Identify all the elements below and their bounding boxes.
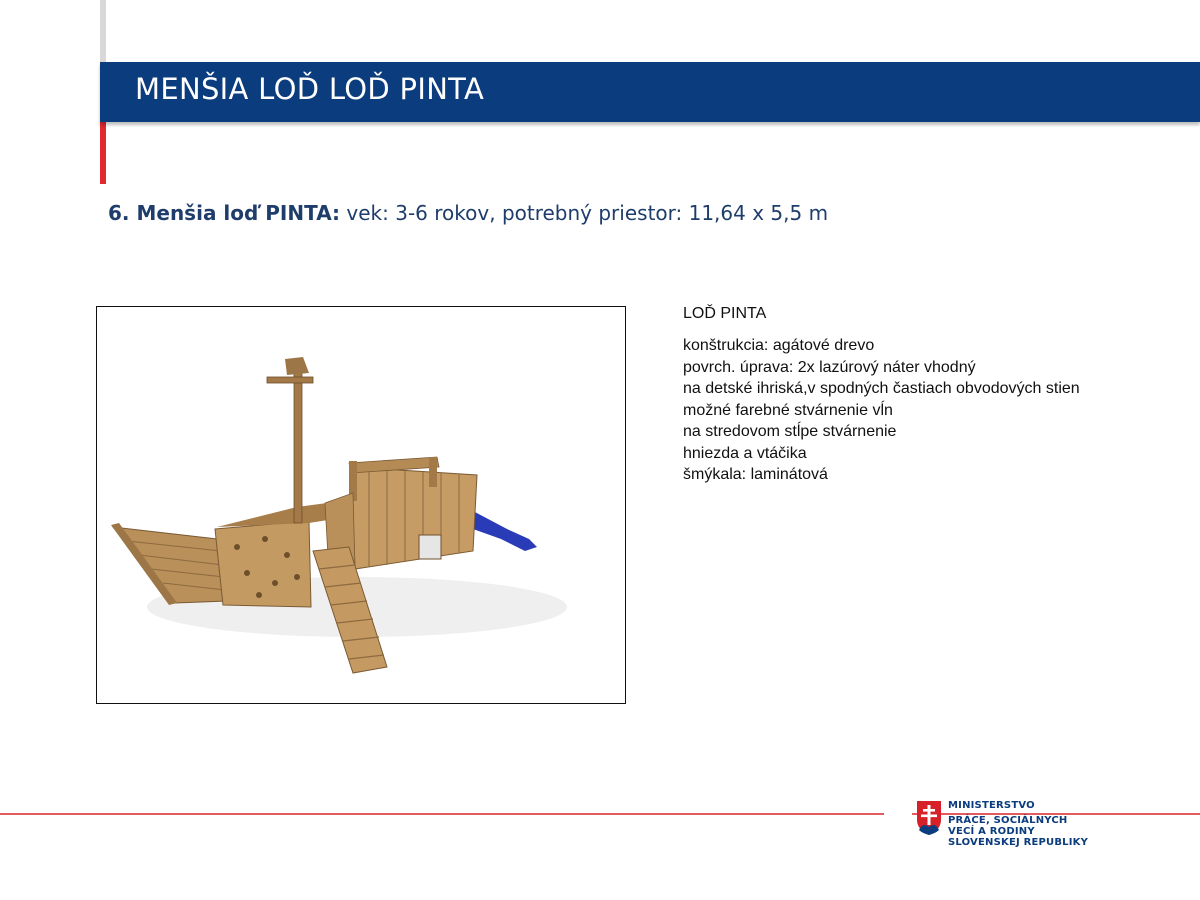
ministry-name (948, 800, 1088, 848)
intro-line (108, 201, 828, 225)
page-title: MENŠIA LOĎ LOĎ PINTA (135, 72, 485, 106)
title-band (100, 62, 1200, 122)
intro-text: vek: 3-6 rokov, potrebný priestor: 11,64 x 5,5 m (340, 201, 829, 225)
spec-line: konštrukcia: agátové drevo (683, 337, 875, 354)
left-accent-bar-gray (100, 0, 106, 62)
spec-line: hniezda a vtáčika (683, 444, 807, 462)
spec-line: povrch. úprava: 2x lazúrový náter vhodný (683, 358, 976, 376)
spec-line: šmýkala: laminátová (683, 466, 828, 483)
playground-ship-illustration (97, 307, 625, 703)
spec-sheet (683, 305, 1080, 486)
spec-title: LOĎ PINTA (683, 305, 767, 322)
intro-label: 6. Menšia loď PINTA: (108, 201, 341, 225)
slovak-crest-icon (916, 800, 942, 836)
ministry-line: SLOVENSKEJ REPUBLIKY (948, 837, 1089, 848)
ministry-line: MINISTERSTVO (948, 800, 1035, 811)
product-image (96, 306, 626, 704)
ministry-line: PRÁCE, SOCIÁLNYCH (948, 815, 1068, 826)
spec-line: na stredovom stĺpe stvárnenie (683, 423, 897, 440)
spec-line: možné farebné stvárnenie vĺn (683, 401, 893, 419)
left-accent-bar-red (100, 122, 106, 184)
ministry-logo (916, 800, 1088, 848)
ministry-line: VECÍ A RODINY (948, 826, 1035, 837)
spec-line: na detské ihriská,v spodných častiach obvodových stien (683, 380, 1080, 397)
